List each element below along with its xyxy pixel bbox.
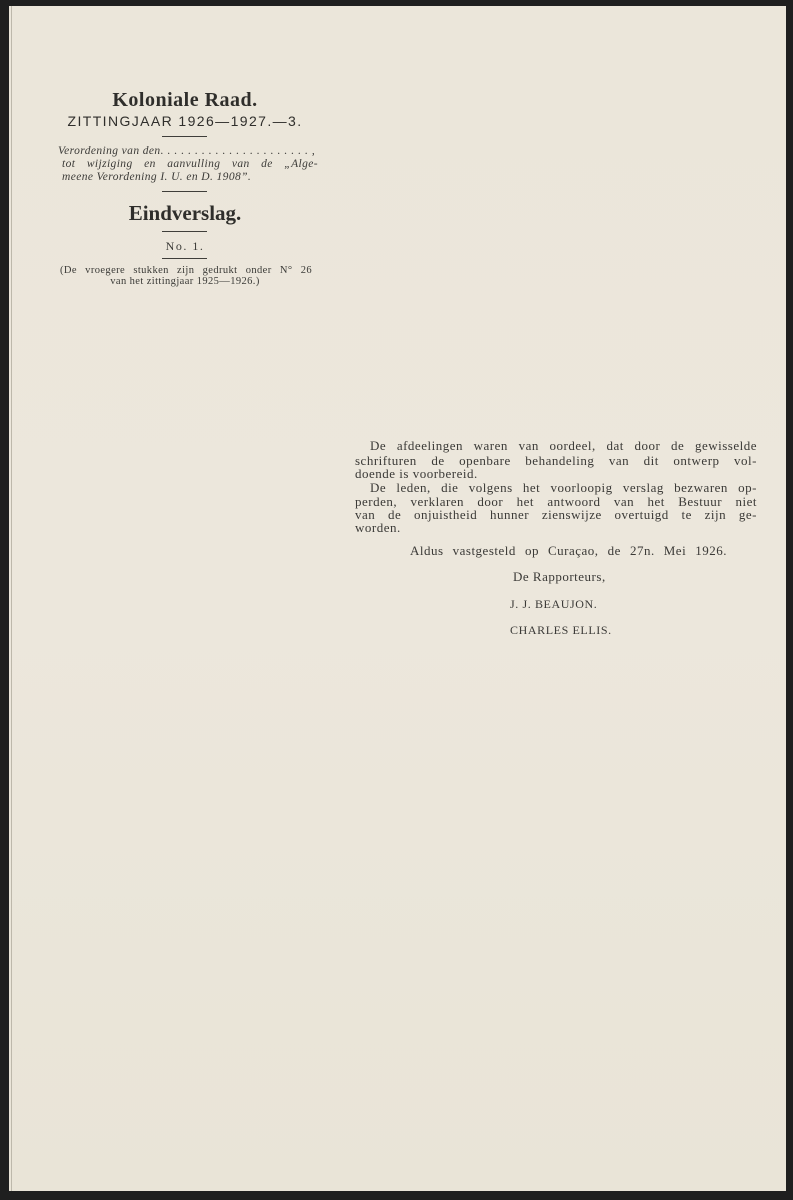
separator-rule xyxy=(162,258,207,259)
report-line: worden. xyxy=(355,520,401,535)
report-line: perden, verklaren door het antwoord van het Bestuur niet xyxy=(355,494,757,509)
separator-rule xyxy=(162,191,207,192)
subject-line-3: meene Verordening I. U. en D. 1908”. xyxy=(62,171,252,183)
subject-lead: Verordening van den xyxy=(58,145,161,157)
separator-rule xyxy=(162,136,207,137)
report-line: De afdeelingen waren van oordeel, dat door de gewisselde xyxy=(370,438,757,453)
subject-line-2: tot wijziging en aanvulling van de „Alge- xyxy=(62,158,318,170)
report-line: De leden, die volgens het voorloopig verslag bezwaren op- xyxy=(370,480,757,495)
signatory-name: J. J. BEAUJON. xyxy=(510,597,598,611)
report-line: van de onjuistheid hunner zienswijze overtuigd te zijn ge- xyxy=(355,507,757,522)
subject-line-1 xyxy=(58,145,319,158)
reference-note-line-1: (De vroegere stukken zijn gedrukt onder N° 26 xyxy=(60,265,312,276)
session-year: ZITTINGJAAR 1926—1927.—3. xyxy=(67,113,303,129)
council-name: Koloniale Raad. xyxy=(112,89,258,111)
reference-note-line-2: van het zittingjaar 1925—1926.) xyxy=(110,276,260,287)
signature-heading: De Rapporteurs, xyxy=(513,569,606,584)
report-title: Eindverslag. xyxy=(128,201,242,225)
subject-leader-dots: ......................, xyxy=(160,145,319,157)
scan-edge-line xyxy=(11,6,12,1191)
closing-line: Aldus vastgesteld op Curaçao, de 27n. Mei 1926. xyxy=(410,543,727,558)
separator-rule xyxy=(162,231,207,232)
report-line: doende is voorbereid. xyxy=(355,466,478,481)
report-line: schrifturen de openbare behandeling van dit ontwerp vol- xyxy=(355,453,757,468)
document-number: No. 1. xyxy=(165,239,205,253)
signatory-name: CHARLES ELLIS. xyxy=(510,623,612,637)
